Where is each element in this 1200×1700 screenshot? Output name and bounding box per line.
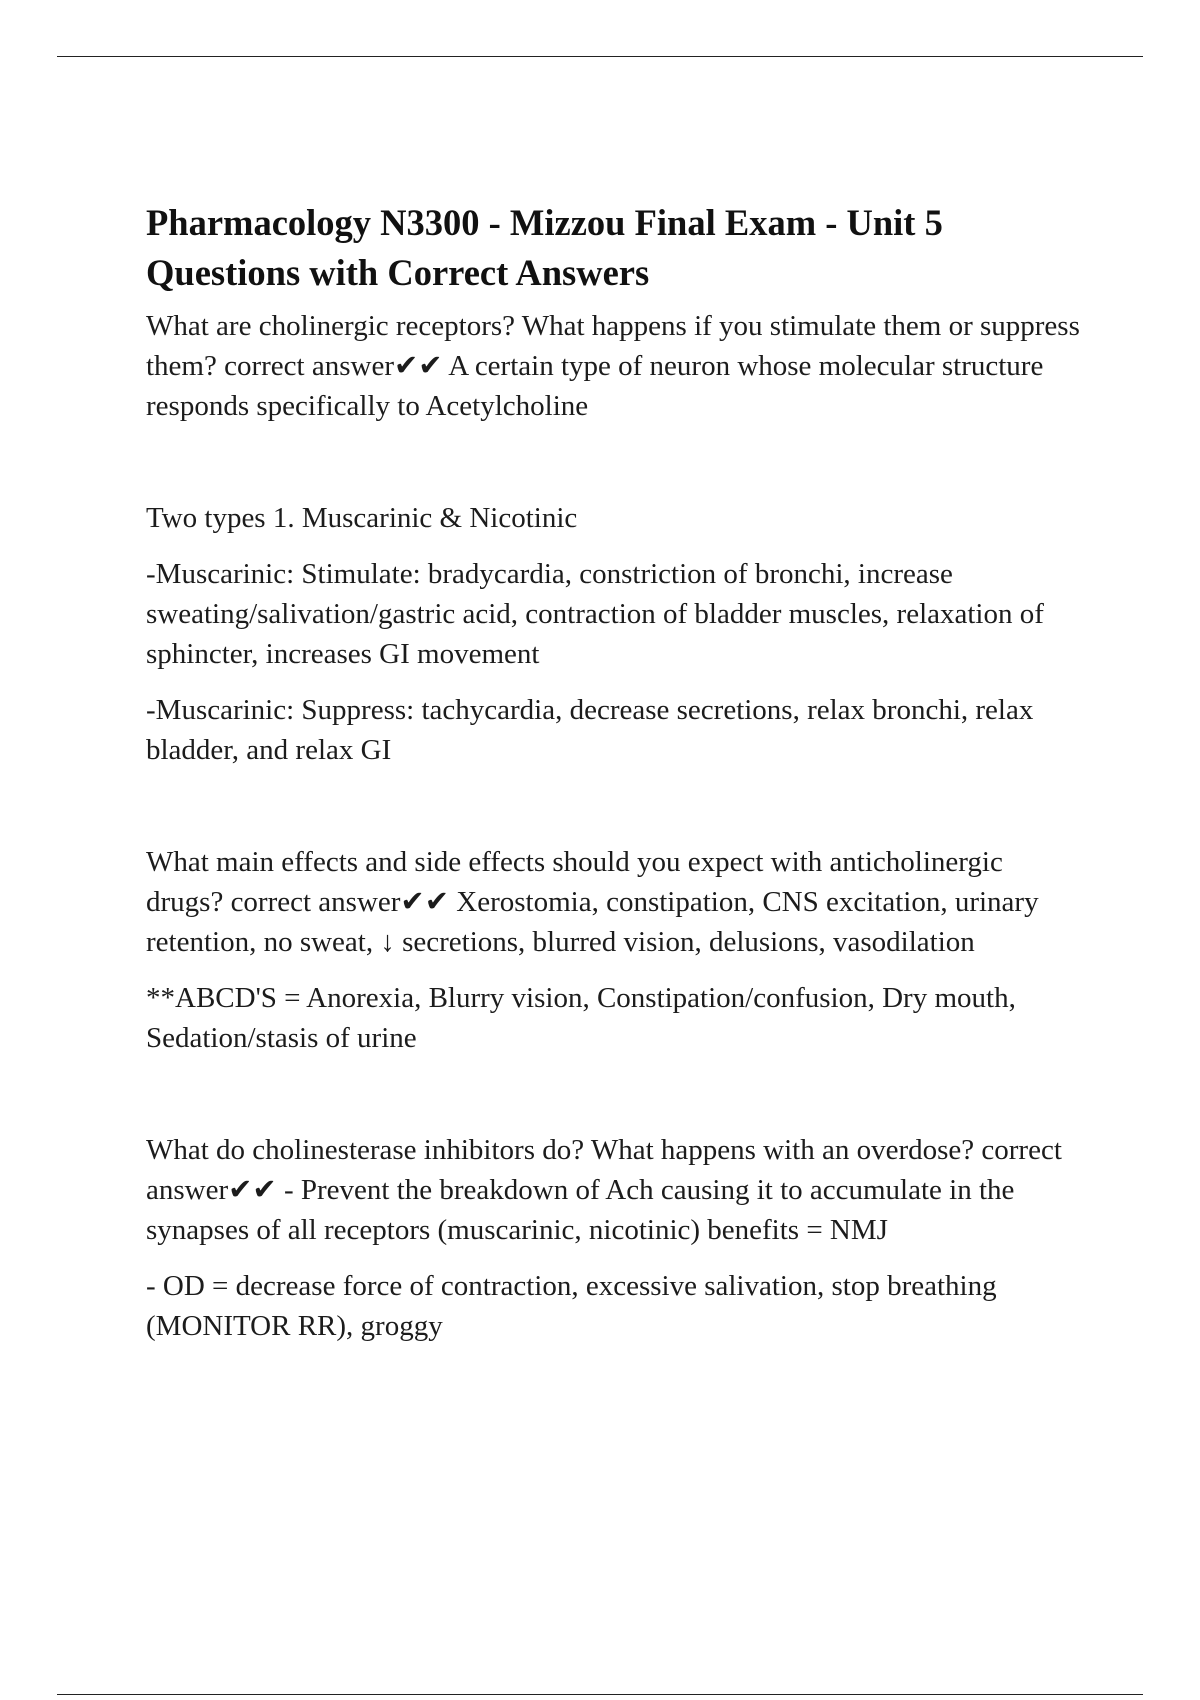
question-cholinesterase-inhibitors: What do cholinesterase inhibitors do? What happens with an overdose? correct answer✔✔ - Prevent the breakdown of Ach causing it to accumulate in the synapses of all receptors (muscarinic, nicotinic) benefits = NMJ (146, 1134, 1062, 1246)
answer-muscarinic-suppress: -Muscarinic: Suppress: tachycardia, decrease secretions, relax bronchi, relax bladder, and relax GI (146, 694, 1034, 766)
document-body (146, 198, 1086, 1346)
question-anticholinergic-effects: What main effects and side effects should you expect with anticholinergic drugs? correct answer✔✔ Xerostomia, constipation, CNS excitation, urinary retention, no sweat, ↓ secretions, blurred vision, delusions, vasodilation (146, 846, 1039, 958)
answer-two-types: Two types 1. Muscarinic & Nicotinic (146, 502, 578, 534)
footer-rule (57, 1694, 1143, 1695)
header-rule (57, 56, 1143, 57)
document-title: Pharmacology N3300 - Mizzou Final Exam - Unit 5 Questions with Correct Answers (146, 202, 943, 293)
answer-muscarinic-stimulate: -Muscarinic: Stimulate: bradycardia, constriction of bronchi, increase sweating/salivation/gastric acid, contraction of bladder muscles, relaxation of sphincter, increases GI movement (146, 558, 1044, 670)
question-cholinergic-receptors: What are cholinergic receptors? What happens if you stimulate them or suppress them? correct answer✔✔ A certain type of neuron whose molecular structure responds specifically to Acetylcholine (146, 310, 1080, 422)
answer-abcds-mnemonic: **ABCD'S = Anorexia, Blurry vision, Constipation/confusion, Dry mouth, Sedation/stasis of urine (146, 982, 1016, 1054)
answer-overdose: - OD = decrease force of contraction, excessive salivation, stop breathing (MONITOR RR), groggy (146, 1270, 997, 1342)
